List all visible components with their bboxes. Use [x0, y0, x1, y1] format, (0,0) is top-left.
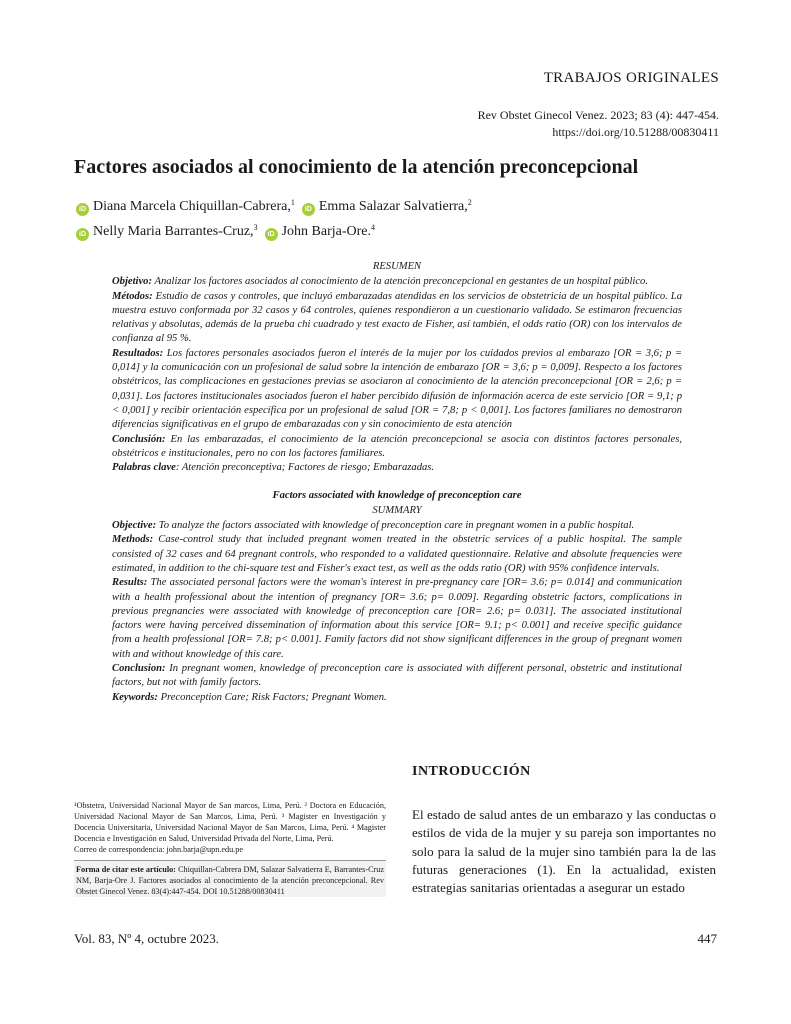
- orcid-icon[interactable]: iD: [302, 203, 315, 216]
- article-title: Factores asociados al conocimiento de la atención preconcepcional: [74, 156, 639, 178]
- cite-box: [74, 860, 386, 897]
- keywords-text: Preconception Care; Risk Factors; Pregnant Women.: [160, 691, 387, 703]
- affiliation-marker: 4: [370, 223, 375, 232]
- doi-link[interactable]: https://doi.org/10.51288/00830411: [552, 125, 719, 139]
- summary-heading: SUMMARY: [372, 504, 422, 516]
- affiliation-marker: 3: [253, 223, 258, 232]
- author-3: [76, 224, 258, 239]
- summary-methods: [112, 533, 682, 576]
- resultados-label: Resultados:: [112, 347, 164, 359]
- metodos-text: Estudio de casos y controles, que incluyó embarazadas atendidas en los servicios de obstetricia de un hospital público. La muestra estuvo conformada por 32 casos y 64 controles, quienes respondieron a un cuestionario validado. Se estimaron frecuencias relativas y absolutas, además de la prueba chi cuadrado y test exacto de Fisher, así también, el odds ratio (OR) con los intervalos de confianza al 95 %.: [112, 290, 682, 345]
- orcid-icon[interactable]: iD: [76, 228, 89, 241]
- page-number: 447: [697, 931, 717, 946]
- affiliation-marker: 2: [467, 198, 472, 207]
- metodos-label: Métodos:: [112, 290, 153, 302]
- resumen-objetivo: [112, 275, 682, 289]
- summary-conclusion: [112, 662, 682, 691]
- summary-objective: [112, 519, 682, 533]
- palabras-text: : Atención preconceptiva; Factores de riesgo; Embarazadas.: [175, 462, 435, 474]
- introduccion-text: El estado de salud antes de un embarazo y las conductas o estilos de vida de la mujer y su pareja son importantes no solo para la salud de la mujer sino también para la de las futuras generaciones (1). En la actualidad, existen estrategias sanitarias orientadas a asegurar un estado: [412, 807, 716, 896]
- author-1: [76, 199, 295, 214]
- summary-results: [112, 576, 682, 662]
- journal-citation: [478, 107, 719, 141]
- methods-label: Methods:: [112, 534, 154, 546]
- conclusion-label-en: Conclusion:: [112, 663, 166, 675]
- footnotes: [74, 800, 386, 897]
- author-2: [302, 199, 472, 214]
- english-title: Factors associated with knowledge of preconception care: [272, 490, 522, 502]
- correspondence: Correo de correspondencia: john.barja@upn.edu.pe: [74, 845, 243, 854]
- objetivo-label: Objetivo:: [112, 276, 153, 288]
- introduccion-heading: INTRODUCCIÓN: [412, 764, 531, 779]
- abstract-block: [112, 260, 682, 705]
- author-name: John Barja-Ore.: [281, 224, 371, 239]
- palabras-label: Palabras clave: [112, 462, 176, 474]
- resumen-conclusion: [112, 433, 682, 462]
- resultados-text: Los factores personales asociados fueron el interés de la mujer por los cuidados previos al embarazo [OR = 3,6; p = 0,014] y la comunicación con un profesional de salud sobre la intención de embarazo [OR = 3,6; p = 0,009]. Respecto a los factores obstétricos, las complicaciones en gestaciones previas se asociaron al conocimiento de la atención preconcepcional [OR = 2,6; p = 0,031]. Los factores institucionales asociados fueron el haber percibido difusión de información acerca de este servicio [OR = 9,1; p < 0,001] y recibir orientación específica por un profesional de salud [OR = 7,8; p < 0,001]. Los factores familiares no demostraron diferencias significativas en el grupo de embarazadas con y sin conocimiento de esta atención: [112, 347, 682, 431]
- resumen-metodos: [112, 290, 682, 347]
- keywords-label: Keywords:: [112, 691, 158, 703]
- author-name: Nelly Maria Barrantes-Cruz,: [93, 224, 254, 239]
- resumen-resultados: [112, 347, 682, 433]
- methods-text: Case-control study that included pregnant women treated in the obstetric services of a public hospital. The sample consisted of 32 cases and 64 pregnant controls, who responded to a validated questionnaire. Relative and absolute frequencies were estimated, in addition to the chi-square test and Fisher's exact test, as well as the odds ratio (OR) with 95% confidence intervals.: [112, 534, 682, 574]
- orcid-icon[interactable]: iD: [265, 228, 278, 241]
- conclusion-text: En las embarazadas, el conocimiento de la atención preconcepcional se asocia con distintos factores personales, obstétricos e institucionales, pero no con los factores familiares.: [112, 433, 682, 459]
- affiliation-marker: 1: [290, 198, 295, 207]
- resumen-heading: RESUMEN: [372, 261, 422, 272]
- resumen-palabras: [112, 461, 682, 475]
- objective-text: To analyze the factors associated with knowledge of preconception care in pregnant women in a public hospital.: [158, 520, 635, 532]
- results-text: The associated personal factors were the woman's interest in pre-pregnancy care [OR= 3.6; p= 0.014] and communication with a health professional about the intention of pregnancy [OR= 3.6; p= 0.009]. Regarding obstetric factors, complications in previous pregnancies were associated with knowledge of preconception care [OR= 2.6; p= 0.031]. The associated institutional factors were having perceived dissemination of information about this service [OR= 9.1; p< 0.001] and receive specific guidance from a health professional [OR= 7.8; p< 0.001]. Family factors did not show significant differences in the group of pregnant women with and without knowledge of this care.: [112, 577, 682, 660]
- cite-label: Forma de citar este artículo:: [76, 865, 176, 874]
- conclusion-label: Conclusión:: [112, 433, 166, 445]
- journal-reference: Rev Obstet Ginecol Venez. 2023; 83 (4): 447-454.: [477, 108, 719, 122]
- section-label: TRABAJOS ORIGINALES: [543, 70, 719, 86]
- results-label: Results:: [112, 577, 148, 589]
- conclusion-text-en: In pregnant women, knowledge of preconception care is associated with different personal, obstetric and institutional factors, but not with family factors.: [112, 663, 682, 689]
- volume-footer: Vol. 83, Nº 4, octubre 2023.: [74, 931, 219, 946]
- author-name: Diana Marcela Chiquillan-Cabrera,: [93, 199, 291, 214]
- author-list: [76, 192, 676, 242]
- author-name: Emma Salazar Salvatierra,: [318, 199, 468, 214]
- author-4: [265, 224, 375, 239]
- objective-label: Objective:: [112, 520, 157, 532]
- affiliations: ¹Obstetra, Universidad Nacional Mayor de San marcos, Lima, Perú. ² Doctora en Educación, Universidad Nacional Mayor de San Marcos, Lima, Perú. ³ Magister en Investigación y Docencia Universitaria, Universidad Nacional Mayor de San Marcos, Lima, Perú. ⁴ Magister Docencia e Investigación en Salud, Universidad Privada del Norte, Lima, Perú.: [74, 801, 386, 843]
- cite-text: Chiquillan-Cabrera DM, Salazar Salvatierra E, Barrantes-Cruz NM, Barja-Ore J. Factores asociados al conocimiento de la atención preconcepcional. Rev Obstet Ginecol Venez. 83(4):447-454. DOI 10.51288/00830411: [76, 865, 384, 896]
- orcid-icon[interactable]: iD: [76, 203, 89, 216]
- objetivo-text: Analizar los factores asociados al conocimiento de la atención preconcepcional en gestantes de un hospital público.: [154, 276, 648, 288]
- cite-paragraph: [76, 864, 384, 897]
- summary-keywords: [112, 691, 682, 705]
